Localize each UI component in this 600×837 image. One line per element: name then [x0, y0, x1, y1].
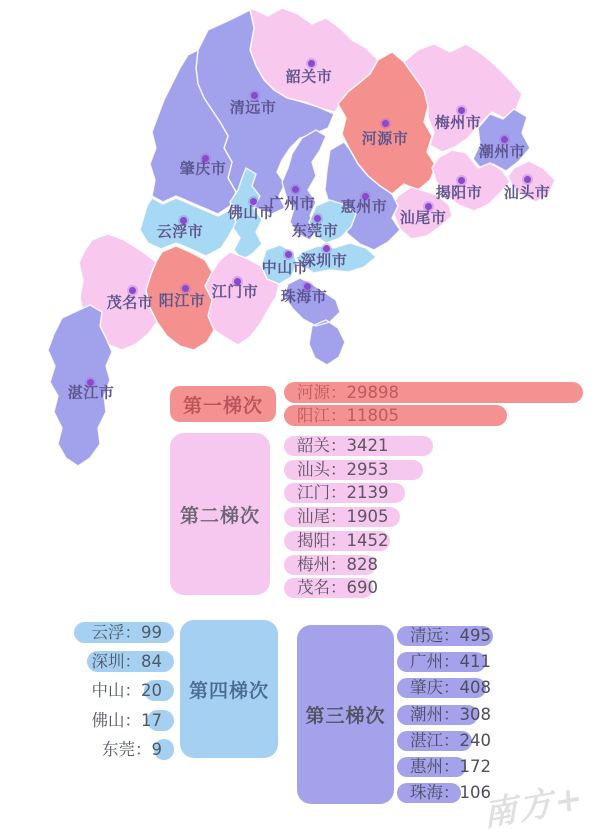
map-city-label: 潮州市	[478, 142, 526, 161]
map-city-label: 梅州市	[434, 113, 482, 132]
tier-bar-label: 湛江：240	[410, 730, 491, 750]
tier-bar-label: 中山：20	[91, 681, 162, 701]
map-city-label: 汕尾市	[399, 208, 447, 227]
tier-bar-label: 珠海：106	[410, 783, 491, 803]
tier-bar-label: 茂名：690	[297, 578, 378, 598]
tier-bar-label: 惠州：172	[410, 757, 491, 776]
tier-bar-label: 云浮：99	[91, 623, 162, 642]
tier-bar-label: 清远：495	[410, 626, 491, 645]
map-city-label: 清远市	[229, 98, 277, 117]
map-city-label: 中山市	[261, 258, 309, 277]
tier-bar-label: 揭阳：1452	[297, 530, 389, 550]
tier-bar-label: 潮州：308	[410, 704, 491, 724]
map-city-label: 惠州市	[340, 197, 388, 216]
tier-label-box-tier2: 第二梯次	[170, 433, 270, 595]
map-city-label: 广州市	[268, 194, 316, 213]
tier-bar-label: 阳江：11805	[297, 406, 399, 425]
map-city-label: 珠海市	[280, 287, 328, 306]
city-dot-icon	[382, 120, 389, 127]
tier-bar-label: 深圳：84	[91, 652, 162, 672]
map-city-label: 深圳市	[300, 251, 348, 270]
tier-label-box-tier4: 第四梯次	[180, 620, 278, 758]
tier-bar-label: 江门：2139	[297, 483, 389, 503]
tier-bar-label: 东莞：9	[102, 739, 162, 759]
tier-bar-label: 汕头：2953	[297, 459, 389, 479]
tier-bar-label: 广州：411	[410, 652, 491, 672]
map-city-label: 韶关市	[285, 67, 333, 86]
tier-label-box-tier3: 第三梯次	[297, 625, 394, 804]
watermark-nanfangplus-logo: 南方+	[482, 777, 587, 834]
map-city-label: 佛山市	[227, 203, 275, 222]
map-city-label: 江门市	[211, 282, 259, 301]
tier-bar-label: 梅州：828	[297, 554, 378, 574]
map-city-label: 茂名市	[106, 293, 154, 312]
tier-bar-label: 肇庆：408	[410, 678, 491, 698]
tier-bar-label: 佛山：17	[91, 710, 162, 730]
map-city-label: 阳江市	[158, 291, 206, 310]
map-city-label: 东莞市	[291, 221, 339, 240]
tier-bar-label: 汕尾：1905	[297, 507, 389, 527]
tier-bar-label: 河源：29898	[297, 383, 399, 402]
map-city-label: 湛江市	[67, 383, 115, 402]
map-city-label: 汕头市	[503, 183, 551, 202]
map-city-label: 揭阳市	[435, 183, 483, 202]
map-city-label: 云浮市	[156, 222, 204, 241]
tier-bar-label: 韶关：3421	[297, 436, 389, 455]
map-city-label: 肇庆市	[179, 159, 227, 178]
map-city-label: 河源市	[361, 129, 409, 148]
tier-label-box-tier1: 第一梯次	[170, 386, 276, 422]
